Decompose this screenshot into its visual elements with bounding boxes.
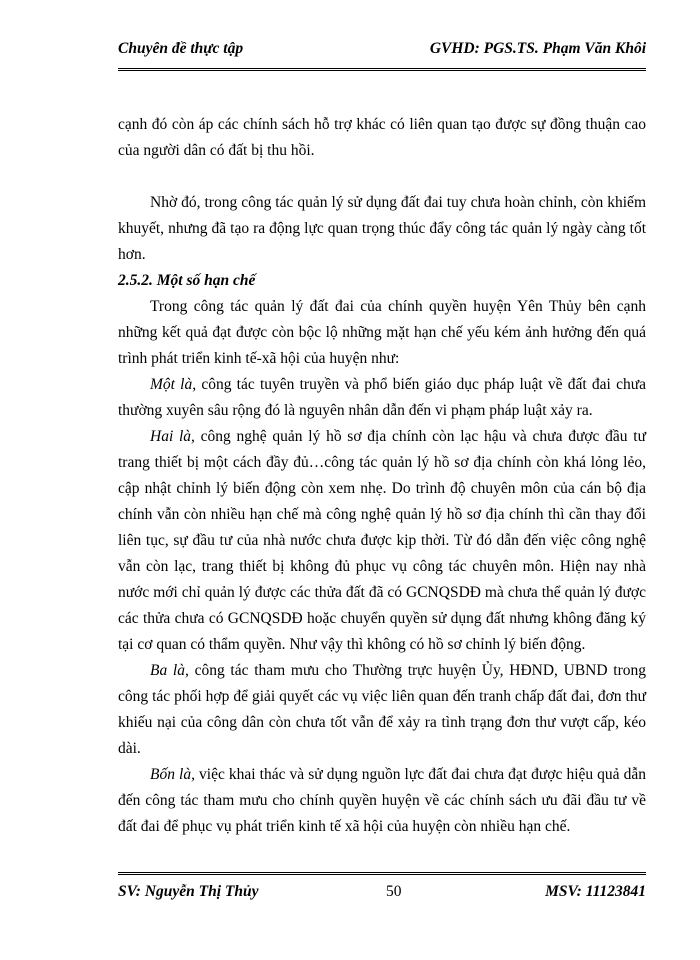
page-footer	[118, 872, 646, 905]
paragraph-continuation: cạnh đó còn áp các chính sách hỗ trợ khác có liên quan tạo được sự đồng thuận cao của người dân có đất bị thu hồi.	[118, 116, 646, 159]
section-heading: 2.5.2. Một số hạn chế	[118, 272, 256, 289]
paragraph-point-1	[118, 372, 646, 424]
point-1-text: công tác tuyên truyền và phổ biến giáo dục pháp luật về đất đai chưa thường xuyên sâu rộng đó là nguyên nhân dẫn đến vi phạm pháp luật xảy ra.	[118, 376, 646, 419]
point-2-text: công nghệ quản lý hồ sơ địa chính còn lạc hậu và chưa được đầu tư trang thiết bị một cách đầy đủ…công tác quản lý hồ sơ địa chính còn khá lỏng lẻo, cập nhật chỉnh lý biến động còn xem nhẹ. Do trình độ chuyên môn của cán bộ địa chính vẫn còn nhiều hạn chế mà công nghệ quản lý hồ sơ địa chính thì cần thay đổi liên tục, sự đầu tư của nhà nước chưa được kịp thời. Từ đó dẫn đến việc công nghệ vẫn còn lạc, trang thiết bị không đủ phục vụ công tác chuyên môn. Hiện nay nhà nước mới chỉ quản lý được các thửa đất đã có GCNQSDĐ mà chưa thể quản lý được các thửa chưa có GCNQSDĐ hoặc chuyển quyền sử dụng đất nhưng không đăng ký tại cơ quan có thẩm quyền. Như vậy thì không có hồ sơ chỉnh lý biến động.	[118, 428, 646, 653]
paragraph-result: Nhờ đó, trong công tác quản lý sử dụng đất đai tuy chưa hoàn chỉnh, còn khiếm khuyết, nhưng đã tạo ra động lực quan trọng thúc đẩy công tác quản lý ngày càng tốt hơn.	[118, 194, 646, 263]
document-body	[118, 112, 646, 840]
page-number: 50	[386, 883, 402, 900]
point-3-text: công tác tham mưu cho Thường trực huyện Ủy, HĐND, UBND trong công tác phối hợp để giải quyết các vụ việc liên quan đến tranh chấp đất đai, đơn thư khiếu nại của công dân còn chưa tốt vẫn để xảy ra tình trạng đơn thư vượt cấp, kéo dài.	[118, 662, 646, 757]
header-title: Chuyên đề thực tập	[118, 40, 244, 57]
paragraph-point-2	[118, 424, 646, 658]
paragraph-point-4	[118, 762, 646, 840]
point-3-lead: Ba là,	[150, 662, 189, 679]
point-2-lead: Hai là,	[150, 428, 195, 445]
point-4-lead: Bốn là,	[150, 766, 195, 783]
header-advisor: GVHD: PGS.TS. Phạm Văn Khôi	[429, 40, 646, 57]
footer-student-id: MSV: 11123841	[545, 883, 646, 900]
point-1-lead: Một là,	[150, 376, 197, 393]
paragraph-intro: Trong công tác quản lý đất đai của chính quyền huyện Yên Thủy bên cạnh những kết quả đạt được còn bộc lộ những mặt hạn chế yếu kém ảnh hưởng đến quá trình phát triển kinh tế-xã hội của huyện như:	[118, 298, 646, 367]
footer-student: SV: Nguyễn Thị Thủy	[118, 883, 259, 900]
point-4-text: việc khai thác và sử dụng nguồn lực đất đai chưa đạt được hiệu quả dẫn đến công tác tham mưu cho chính quyền huyện về các chính sách ưu đãi đầu tư về đất đai để phục vụ phát triển kinh tế xã hội của huyện còn nhiều hạn chế.	[118, 766, 647, 835]
paragraph-point-3	[118, 658, 646, 762]
page-header	[118, 38, 646, 71]
